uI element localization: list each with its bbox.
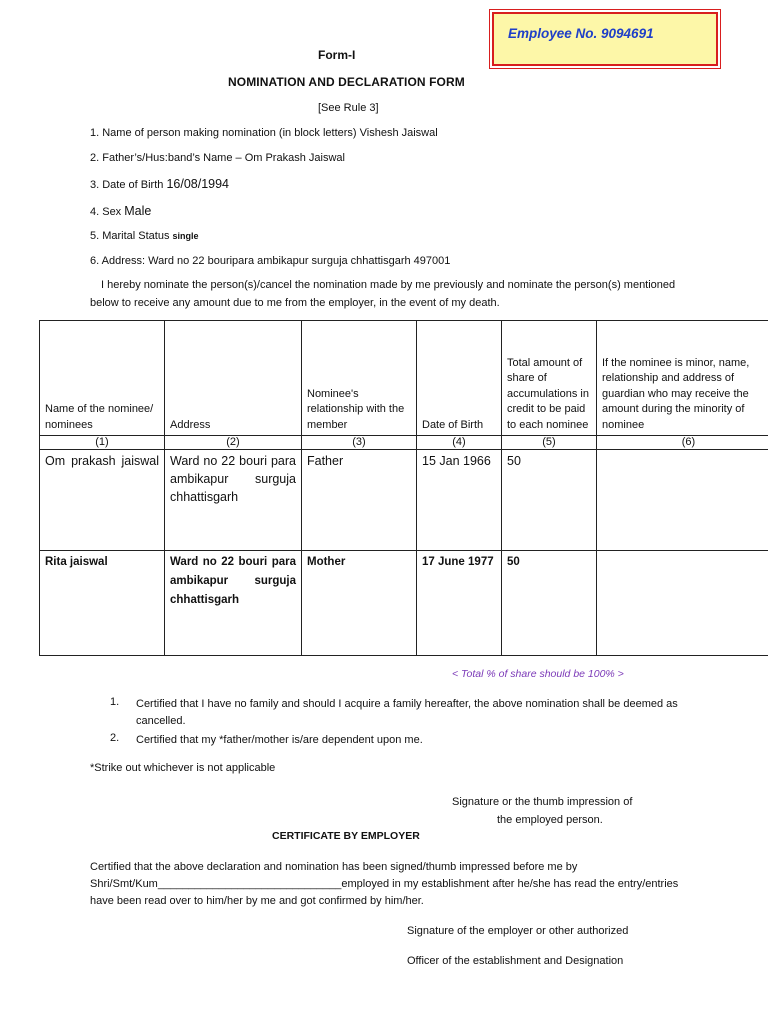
nominee-dob: 17 June 1977 [417, 551, 502, 656]
column-number: (3) [302, 436, 417, 450]
nominee-relationship: Mother [302, 551, 417, 656]
header-cell: Date of Birth [417, 321, 502, 436]
share-total-note: < Total % of share should be 100% > [452, 668, 624, 680]
employer-certificate-heading: CERTIFICATE BY EMPLOYER [272, 830, 420, 842]
employer-text-line-3: have been read over to him/her by me and got confirmed by him/her. [90, 895, 424, 907]
field-address: 6. Address: Ward no 22 bouripara ambikapur surguja chhattisgarh 497001 [90, 255, 451, 267]
declaration-line-2: below to receive any amount due to me from the employer, in the event of my death. [90, 297, 500, 309]
table-header-row [40, 321, 768, 436]
header-cell: If the nominee is minor, name, relationship and address of guardian who may receive the amount during the minority of nominee [597, 321, 768, 436]
nominee-name: Om prakash jaiswal [40, 450, 165, 551]
signature-line-2: the employed person. [497, 814, 603, 826]
dob-label: 3. Date of Birth [90, 179, 164, 191]
header-cell: Nominee's relationship with the member [302, 321, 417, 436]
nominee-address: Ward no 22 bouri para ambikapur surguja chhattisgarh [165, 551, 302, 656]
field-father-name: 2. Father’s/Hus:band’s Name – Om Prakash Jaiswal [90, 152, 345, 164]
column-number: (1) [40, 436, 165, 450]
employer-text-line-2: Shri/Smt/Kum______________________________employed in my establishment after he/she has read the entry/entries [90, 878, 679, 890]
nominee-table [39, 320, 768, 656]
certification-text: Certified that my *father/mother is/are dependent upon me. [136, 734, 423, 746]
sex-value: Male [124, 204, 152, 218]
header-cell: Name of the nominee/ nominees [40, 321, 165, 436]
nominee-guardian [597, 450, 768, 551]
form-title: NOMINATION AND DECLARATION FORM [228, 75, 465, 89]
header-cell: Total amount of share of accumulations in credit to be paid to each nominee [502, 321, 597, 436]
employee-number-box [492, 12, 718, 66]
marital-value: single [172, 231, 199, 241]
employee-number: Employee No. 9094691 [508, 26, 654, 41]
certification-text: Certified that I have no family and should I acquire a family hereafter, the above nomination shall be deemed as cancelled. [136, 698, 678, 727]
table-row [40, 551, 768, 656]
field-dob [90, 177, 229, 191]
employer-signature-line-1: Signature of the employer or other authorized [407, 925, 629, 937]
nominee-share: 50 [502, 450, 597, 551]
column-number: (5) [502, 436, 597, 450]
column-number: (2) [165, 436, 302, 450]
employer-signature-line-2: Officer of the establishment and Designation [407, 955, 624, 967]
nominee-relationship: Father [302, 450, 417, 551]
field-name: 1. Name of person making nomination (in block letters) Vishesh Jaiswal [90, 127, 438, 139]
column-number: (4) [417, 436, 502, 450]
certification-number: 2. [110, 732, 120, 744]
nominee-dob: 15 Jan 1966 [417, 450, 502, 551]
employer-text-line-1: Certified that the above declaration and nomination has been signed/thumb impressed before me by [90, 861, 578, 873]
nominee-name: Rita jaiswal [40, 551, 165, 656]
nominee-address: Ward no 22 bouri para ambikapur surguja chhattisgarh [165, 450, 302, 551]
form-number: Form-I [318, 48, 356, 62]
column-number: (6) [597, 436, 768, 450]
field-sex [90, 204, 151, 218]
nominee-guardian [597, 551, 768, 656]
rule-reference: [See Rule 3] [318, 102, 379, 114]
declaration-line-1: I hereby nominate the person(s)/cancel the nomination made by me previously and nominate the person(s) mentioned [101, 279, 676, 291]
signature-line-1: Signature or the thumb impression of [452, 796, 633, 808]
marital-label: 5. Marital Status [90, 230, 170, 242]
strike-out-note: *Strike out whichever is not applicable [90, 762, 276, 774]
certification-number: 1. [110, 696, 120, 708]
table-row [40, 450, 768, 551]
dob-value: 16/08/1994 [166, 177, 229, 191]
sex-label: 4. Sex [90, 206, 122, 218]
field-marital-status [90, 230, 199, 242]
header-cell: Address [165, 321, 302, 436]
table-number-row [40, 436, 768, 450]
nominee-share: 50 [502, 551, 597, 656]
